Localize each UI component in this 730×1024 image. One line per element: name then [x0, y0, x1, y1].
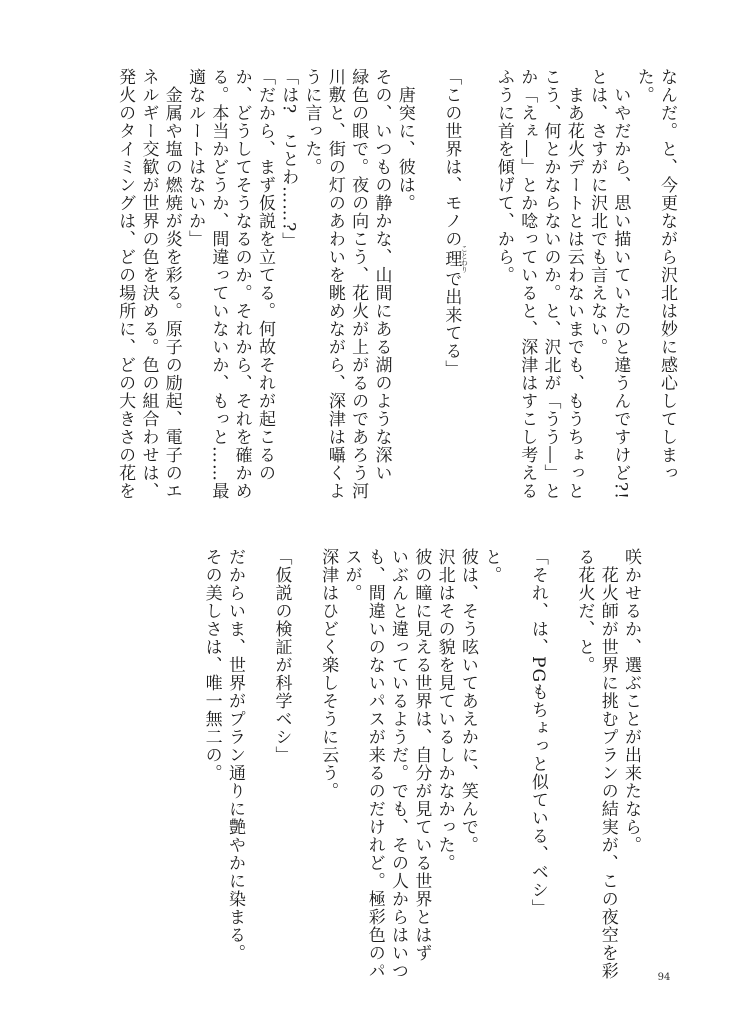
- upper-text-column: [113, 68, 678, 500]
- text-line: も、間違いのないパスが来るのだけれど。極彩色のパ: [364, 548, 385, 980]
- page-number: 94: [657, 972, 671, 983]
- text-line: 川敷と、街の灯のあわいを眺めながら、深津は囁くよ: [324, 68, 345, 500]
- ruby-reading: ことわり: [460, 245, 469, 273]
- text-line: 「仮説の検証が科学ベシ」: [271, 548, 292, 764]
- blank-line: [549, 548, 572, 968]
- text-line: る。本当かどうか、間違っていないか、もっと……最: [208, 68, 229, 500]
- text-line: 沢北はその貌を見ているしかなかった。: [434, 548, 455, 872]
- blank-line: [246, 548, 269, 968]
- blank-line: [416, 68, 439, 488]
- text-line: うに言った。: [301, 68, 322, 176]
- text-line: 「だから、まず仮説を立てる。何故それが起こるの: [254, 68, 275, 482]
- ruby-base: 理: [441, 245, 462, 273]
- text-line: 「は? ことわ……?」: [278, 68, 299, 251]
- text-line: まあ花火デートとは云わないまでも、もうちょっと: [563, 68, 584, 500]
- text-line: ネルギー交歓が世界の色を決める。色の組合わせは、: [138, 68, 159, 500]
- text-line: ふうに首を傾げて、から。: [493, 68, 514, 284]
- text-line: だからいま、世界がプラン通りに艶やかに染まる。: [224, 548, 245, 962]
- lower-text-column: [199, 548, 642, 980]
- text-line: とは、さすがに沢北でも言えない。: [587, 68, 608, 356]
- text-line: 発火のタイミングは、どの場所に、どの大きさの花を: [115, 68, 136, 500]
- text-line: いやだから、思い描いていたのと違うんですけど?!: [610, 68, 631, 500]
- text-line: 緑色の眼で。夜の向こう、花火が上がるのであろう河: [348, 68, 369, 500]
- text-line: 「それ、は、PGもちょっと似ている、ベシ」: [527, 548, 548, 918]
- dialogue-line-with-ruby: 「この世界は、モノの理 ことわりで出来てる」: [441, 68, 469, 378]
- blank-line: [468, 68, 491, 488]
- text-line: 彼は、そう呟いてあえかに、笑んで。: [457, 548, 478, 854]
- text-line: 金属や塩の燃焼が炎を彩る。原子の励起、電子のエ: [161, 68, 182, 500]
- text-line: 花火師が世界に挑むプランの結実が、この夜空を彩: [597, 548, 618, 980]
- text-line: と。: [481, 548, 502, 584]
- text-line: る花火だ、と。: [574, 548, 595, 674]
- text-line: こう、何とかならないのか。と、沢北が「うう―」と: [540, 68, 561, 500]
- text-line: 適なルートはないか」: [185, 68, 206, 248]
- text-line: 深津はひどく楽しそうに云う。: [318, 548, 339, 800]
- text-line: その美しさは、唯一無二の。: [201, 548, 222, 782]
- text-line: 咲かせるか、選ぶことが出来たなら。: [621, 548, 641, 854]
- text-line: た。: [633, 68, 654, 104]
- text-line: か「えぇ―」とか唸っていると、深津はすこし考える: [517, 68, 538, 500]
- text-line: スが。: [341, 548, 362, 602]
- text-line: その、いつもの静かな、山間にある湖のような深い: [371, 68, 392, 482]
- blank-line: [502, 548, 525, 968]
- blank-line: [293, 548, 316, 968]
- text-line: なんだ。と、今更ながら沢北は妙に感心してしまっ: [657, 68, 677, 482]
- text-line: 彼の瞳に見える世界は、自分が見ている世界とはず: [411, 548, 432, 962]
- text-line: か、どうしてそうなるのか。それから、それを確かめ: [231, 68, 252, 500]
- text-line: 唐突に、彼は。: [394, 68, 415, 212]
- ruby-annotation: [441, 245, 469, 273]
- text-line: いぶんと違っているようだ。でも、その人からはいつ: [388, 548, 409, 980]
